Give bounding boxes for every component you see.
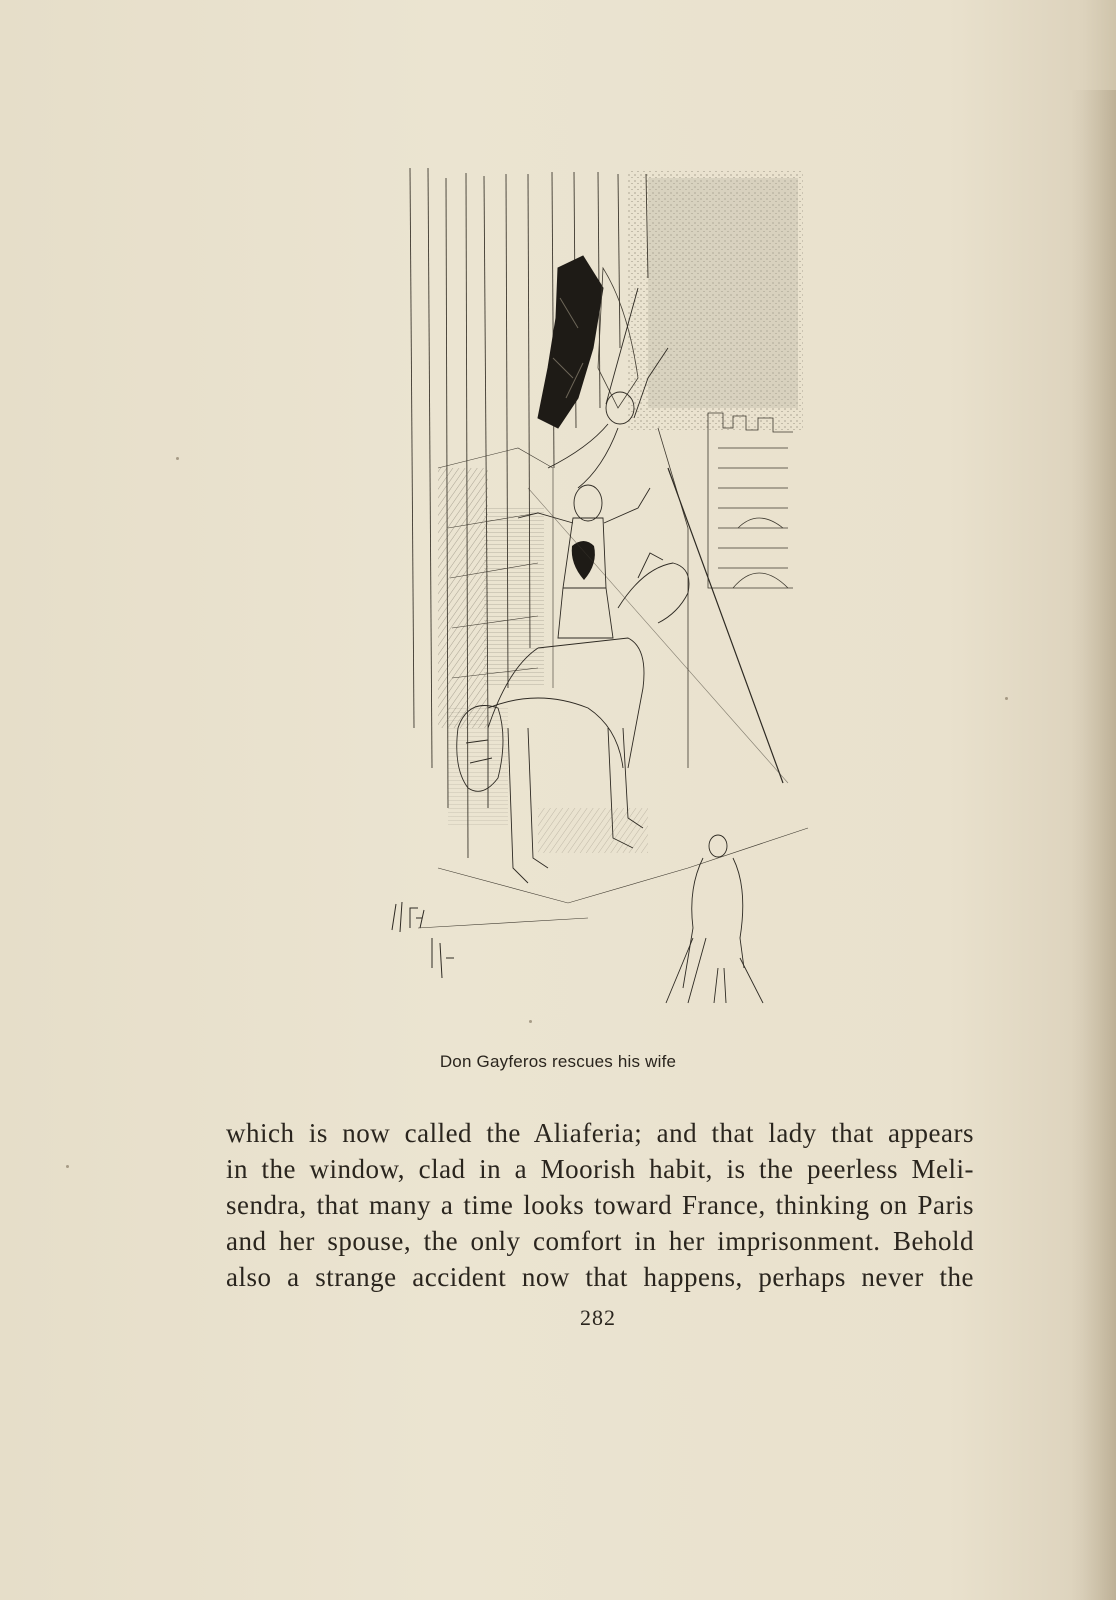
- paper-speck: [66, 1165, 69, 1168]
- illustration-engraving: [388, 168, 828, 1028]
- body-line-2: in the window, clad in a Moorish habit, is the peerless Meli-: [226, 1154, 974, 1184]
- page-number: 282: [580, 1305, 616, 1330]
- paper-speck: [1005, 697, 1008, 700]
- body-line-3: sendra, that many a time looks toward France, thinking on Paris: [226, 1190, 974, 1220]
- body-line-4: and her spouse, the only comfort in her imprisonment. Behold: [226, 1226, 974, 1256]
- body-paragraph: [226, 1115, 974, 1295]
- body-line-1: which is now called the Aliaferia; and that lady that appears: [226, 1118, 974, 1148]
- illustration-caption: Don Gayferos rescues his wife: [439, 1052, 677, 1071]
- body-line-5: also a strange accident now that happens, perhaps never the: [226, 1262, 974, 1292]
- page-edge-shadow: [1070, 90, 1116, 1600]
- paper-speck: [176, 457, 179, 460]
